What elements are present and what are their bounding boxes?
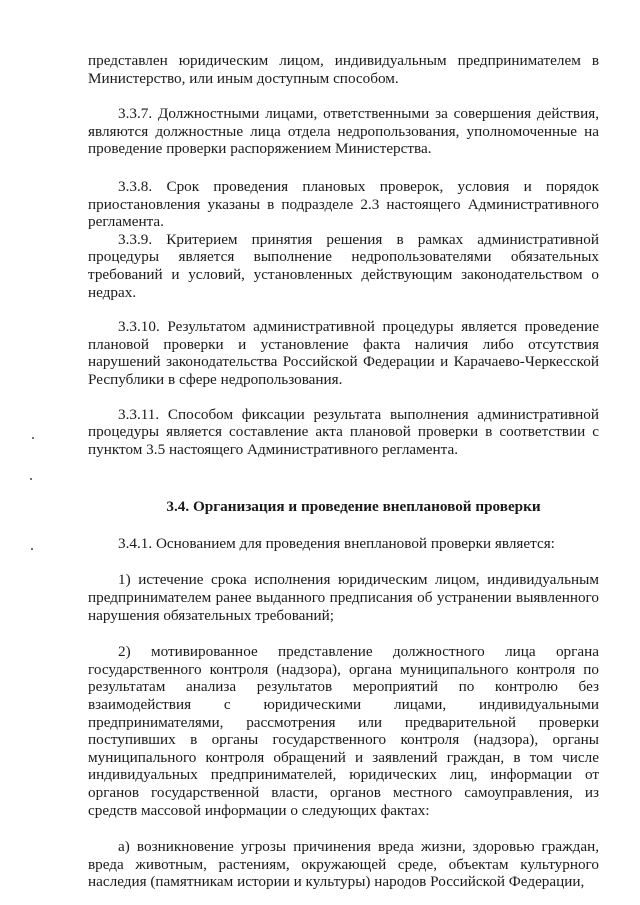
paragraph-3-3-8: 3.3.8. Срок проведения плановых проверок, условия и порядок приостановления указаны в подразделе 2.3 настоящего Административного регламента. bbox=[88, 177, 599, 231]
list-item-1: 1) истечение срока исполнения юридическим лицом, индивидуальным предпринимателем ранее выданного предписания об устранении выявленного нарушения обязательных требований; bbox=[88, 571, 599, 624]
paragraph-continuation: представлен юридическим лицом, индивидуальным предпринимателем в Министерство, или иным доступным способом. bbox=[88, 52, 599, 87]
section-heading-3-4: 3.4. Организация и проведение внеплановой проверки bbox=[166, 498, 541, 516]
paragraph-3-3-7: 3.3.7. Должностными лицами, ответственными за совершения действия, являются должностные лица отдела недропользования, уполномоченные на проведение проверки распоряжением Министерства. bbox=[88, 105, 599, 158]
paragraph-3-4-1: 3.4.1. Основанием для проведения внеплановой проверки является: bbox=[118, 534, 555, 552]
scan-artifact-dot bbox=[30, 478, 32, 480]
document-page bbox=[88, 52, 599, 891]
scan-artifact-dot bbox=[31, 548, 33, 550]
paragraph-3-3-11: 3.3.11. Способом фиксации результата выполнения административной процедуры является составление акта плановой проверки в соответствии с пунктом 3.5 настоящего Административного регламента. bbox=[88, 405, 599, 458]
paragraph-3-3-9: 3.3.9. Критерием принятия решения в рамках административной процедуры является выполнение недропользователями обязательных требований и условий, установленных действующим законодательством о недрах. bbox=[88, 230, 599, 301]
list-item-a: а) возникновение угрозы причинения вреда жизни, здоровью граждан, вреда животным, растениям, окружающей среде, объектам культурного наследия (памятникам истории и культуры) народов Российской Федерации, bbox=[88, 838, 599, 891]
paragraph-3-3-10: 3.3.10. Результатом административной процедуры является проведение плановой проверки и установление факта наличия либо отсутствия нарушений законодательства Российской Федерации и Карачаево-Черкесской Республики в сфере недропользования. bbox=[88, 318, 599, 388]
list-item-2: 2) мотивированное представление должностного лица органа государственного контроля (надзора), органа муниципального контроля по результатам анализа результатов мероприятий по контролю без взаимодействия с юридическими лицами, индивидуальными предпринимателями, рассмотрения или предварительной проверки поступивших в органы государственного контроля (надзора), органы муниципального контроля обращений и заявлений граждан, в том числе индивидуальных предпринимателей, юридических лиц, информации от органов государственной власти, органов местного самоуправления, из средств массовой информации о следующих фактах: bbox=[88, 643, 599, 819]
scan-artifact-dot bbox=[32, 437, 34, 439]
